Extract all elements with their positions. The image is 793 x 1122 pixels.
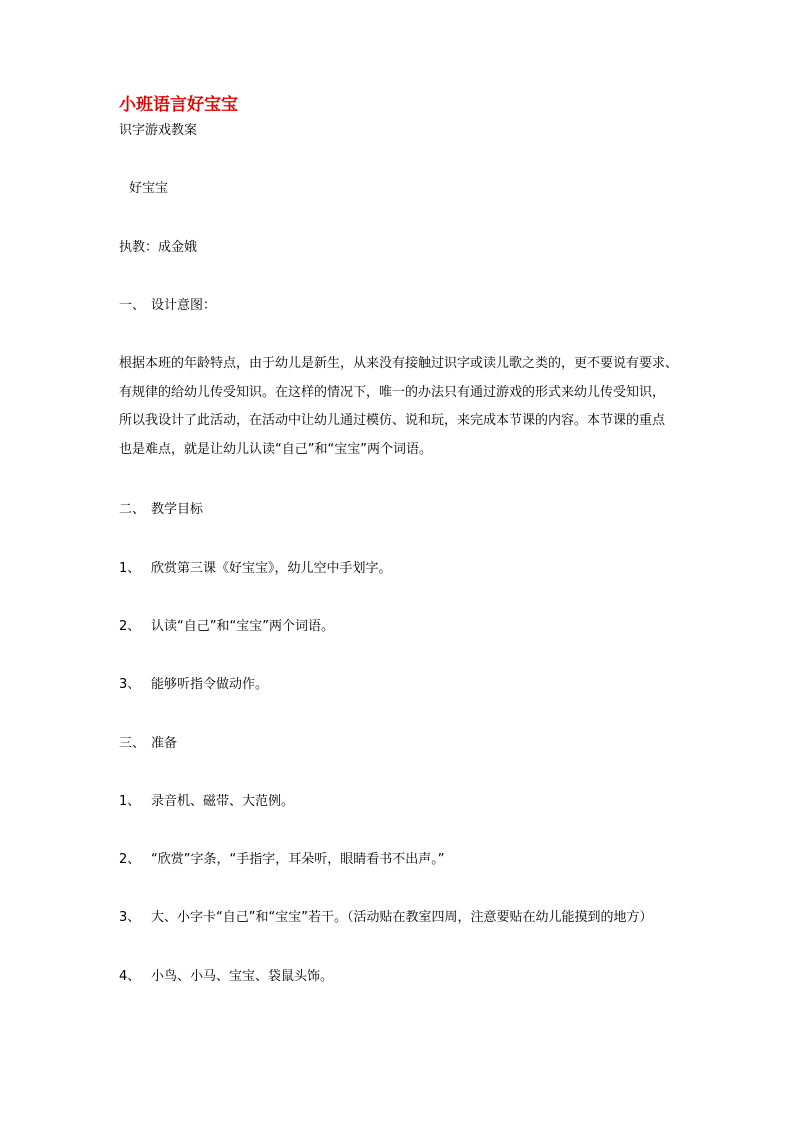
document-title: 小班语言好宝宝 bbox=[119, 95, 238, 115]
paragraph-line: 根据本班的年龄特点，由于幼儿是新生，从来没有接触过识字或读儿歌之类的，更不要说有要求、 bbox=[119, 356, 679, 371]
design-intent-paragraph bbox=[119, 350, 679, 464]
prep-item-text: 大、小字卡“自己”和“宝宝”若干。（活动贴在教室四周，注意要贴在幼儿能摸到的地方） bbox=[151, 910, 653, 925]
prep-item-1 bbox=[119, 794, 294, 810]
goal-item-number: 1、 bbox=[119, 561, 141, 576]
paragraph-line: 也是难点，就是让幼儿认读“自己”和“宝宝”两个词语。 bbox=[119, 441, 432, 457]
prep-item-2 bbox=[119, 852, 444, 868]
prep-item-3 bbox=[119, 910, 652, 926]
lesson-name: 好宝宝 bbox=[129, 181, 169, 196]
section-2-heading bbox=[119, 502, 203, 518]
section-3-title: 准备 bbox=[151, 736, 178, 751]
goal-item-3 bbox=[119, 677, 268, 693]
paragraph-line: 所以我设计了此活动，在活动中让幼儿通过模仿、说和玩，来完成本节课的内容。本节课的重点 bbox=[119, 413, 666, 428]
prep-item-number: 2、 bbox=[119, 852, 141, 867]
section-1-heading bbox=[119, 298, 216, 314]
section-2-title: 教学目标 bbox=[151, 502, 204, 517]
section-3-heading bbox=[119, 736, 177, 752]
prep-item-number: 4、 bbox=[119, 969, 141, 984]
prep-item-text: 录音机、磁带、大范例。 bbox=[151, 794, 295, 809]
section-2-number: 二、 bbox=[119, 502, 146, 517]
prep-item-number: 1、 bbox=[119, 794, 141, 809]
goal-item-text: 认读“自己”和“宝宝”两个词语。 bbox=[151, 619, 334, 634]
goal-item-number: 2、 bbox=[119, 619, 141, 634]
prep-item-number: 3、 bbox=[119, 910, 141, 925]
section-3-number: 三、 bbox=[119, 736, 146, 751]
section-1-number: 一、 bbox=[119, 298, 146, 313]
paragraph-line: 有规律的给幼儿传受知识。在这样的情况下，唯一的办法只有通过游戏的形式来幼儿传受知识， bbox=[119, 384, 666, 400]
goal-item-text: 欣赏第三课《好宝宝》，幼儿空中手划字。 bbox=[151, 561, 392, 576]
goal-item-text: 能够听指令做动作。 bbox=[151, 677, 269, 692]
prep-item-text: “欣赏”字条，“手指字，耳朵听，眼睛看书不出声。” bbox=[151, 852, 445, 867]
document-subtitle: 识字游戏教案 bbox=[119, 123, 198, 138]
teacher-line: 执教：成金娥 bbox=[119, 240, 198, 255]
prep-item-4 bbox=[119, 969, 333, 985]
prep-item-text: 小鸟、小马、宝宝、袋鼠头饰。 bbox=[151, 969, 334, 984]
section-1-title: 设计意图： bbox=[151, 298, 217, 313]
goal-item-2 bbox=[119, 619, 334, 635]
goal-item-number: 3、 bbox=[119, 677, 141, 692]
goal-item-1 bbox=[119, 561, 392, 577]
